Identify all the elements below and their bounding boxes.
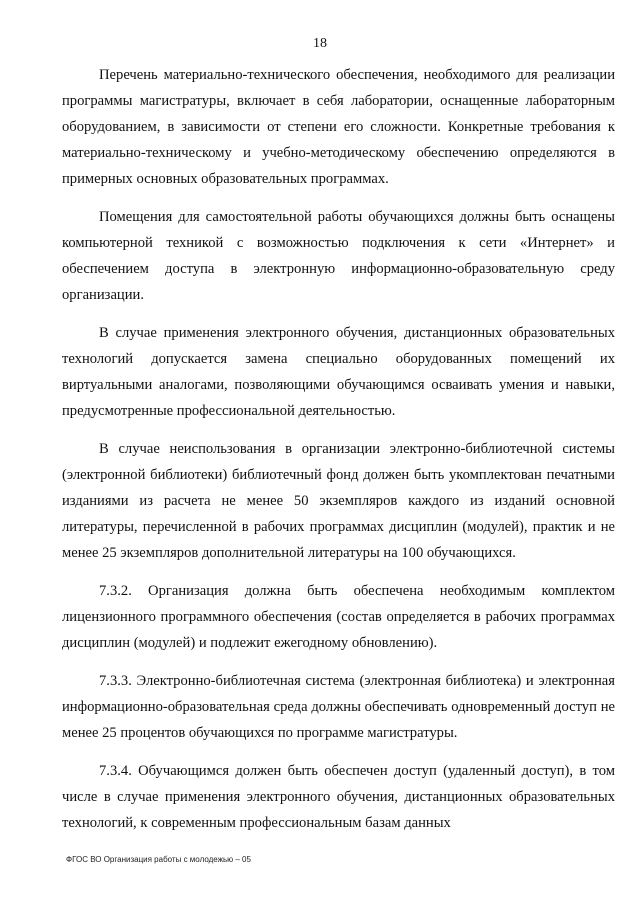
document-body	[62, 62, 615, 848]
paragraph-e-learning: В случае применения электронного обучения, дистанционных образовательных технологий допускается замена специально оборудованных помещений их виртуальными аналогами, позволяющими обучающимся осваивать умения и навыки, предусмотренные профессиональной деятельностью.	[62, 325, 615, 419]
paragraph-material-support: Перечень материально-технического обеспечения, необходимого для реализации программы магистратуры, включает в себя лаборатории, оснащенные лабораторным оборудованием, в зависимости от степени его сложности. Конкретные требования к материально-техническому и учебно-методическому обеспечению определяются в примерных основных образовательных программах.	[62, 67, 615, 187]
page-number: 18	[313, 36, 327, 51]
paragraph-7-3-4: 7.3.4. Обучающимся должен быть обеспечен доступ (удаленный доступ), в том числе в случае применения электронного обучения, дистанционных образовательных технологий, к современным профессиональным базам данных	[62, 763, 615, 831]
page-footer: ФГОС ВО Организация работы с молодежью – 05	[66, 855, 251, 864]
paragraph-library-fund: В случае неиспользования в организации электронно-библиотечной системы (электронной библиотеки) библиотечный фонд должен быть укомплектован печатными изданиями из расчета не менее 50 экземпляров каждого из изданий основной литературы, перечисленной в рабочих программах дисциплин (модулей), практик и не менее 25 экземпляров дополнительной литературы на 100 обучающихся.	[62, 441, 615, 561]
paragraph-7-3-2: 7.3.2. Организация должна быть обеспечена необходимым комплектом лицензионного программного обеспечения (состав определяется в рабочих программах дисциплин (модулей) и подлежит ежегодному обновлению).	[62, 583, 615, 651]
paragraph-self-study-rooms: Помещения для самостоятельной работы обучающихся должны быть оснащены компьютерной техникой с возможностью подключения к сети «Интернет» и обеспечением доступа в электронную информационно-образовательную среду организации.	[62, 209, 615, 303]
paragraph-7-3-3: 7.3.3. Электронно-библиотечная система (электронная библиотека) и электронная информационно-образовательная среда должны обеспечивать одновременный доступ не менее 25 процентов обучающихся по программе магистратуры.	[62, 673, 615, 741]
